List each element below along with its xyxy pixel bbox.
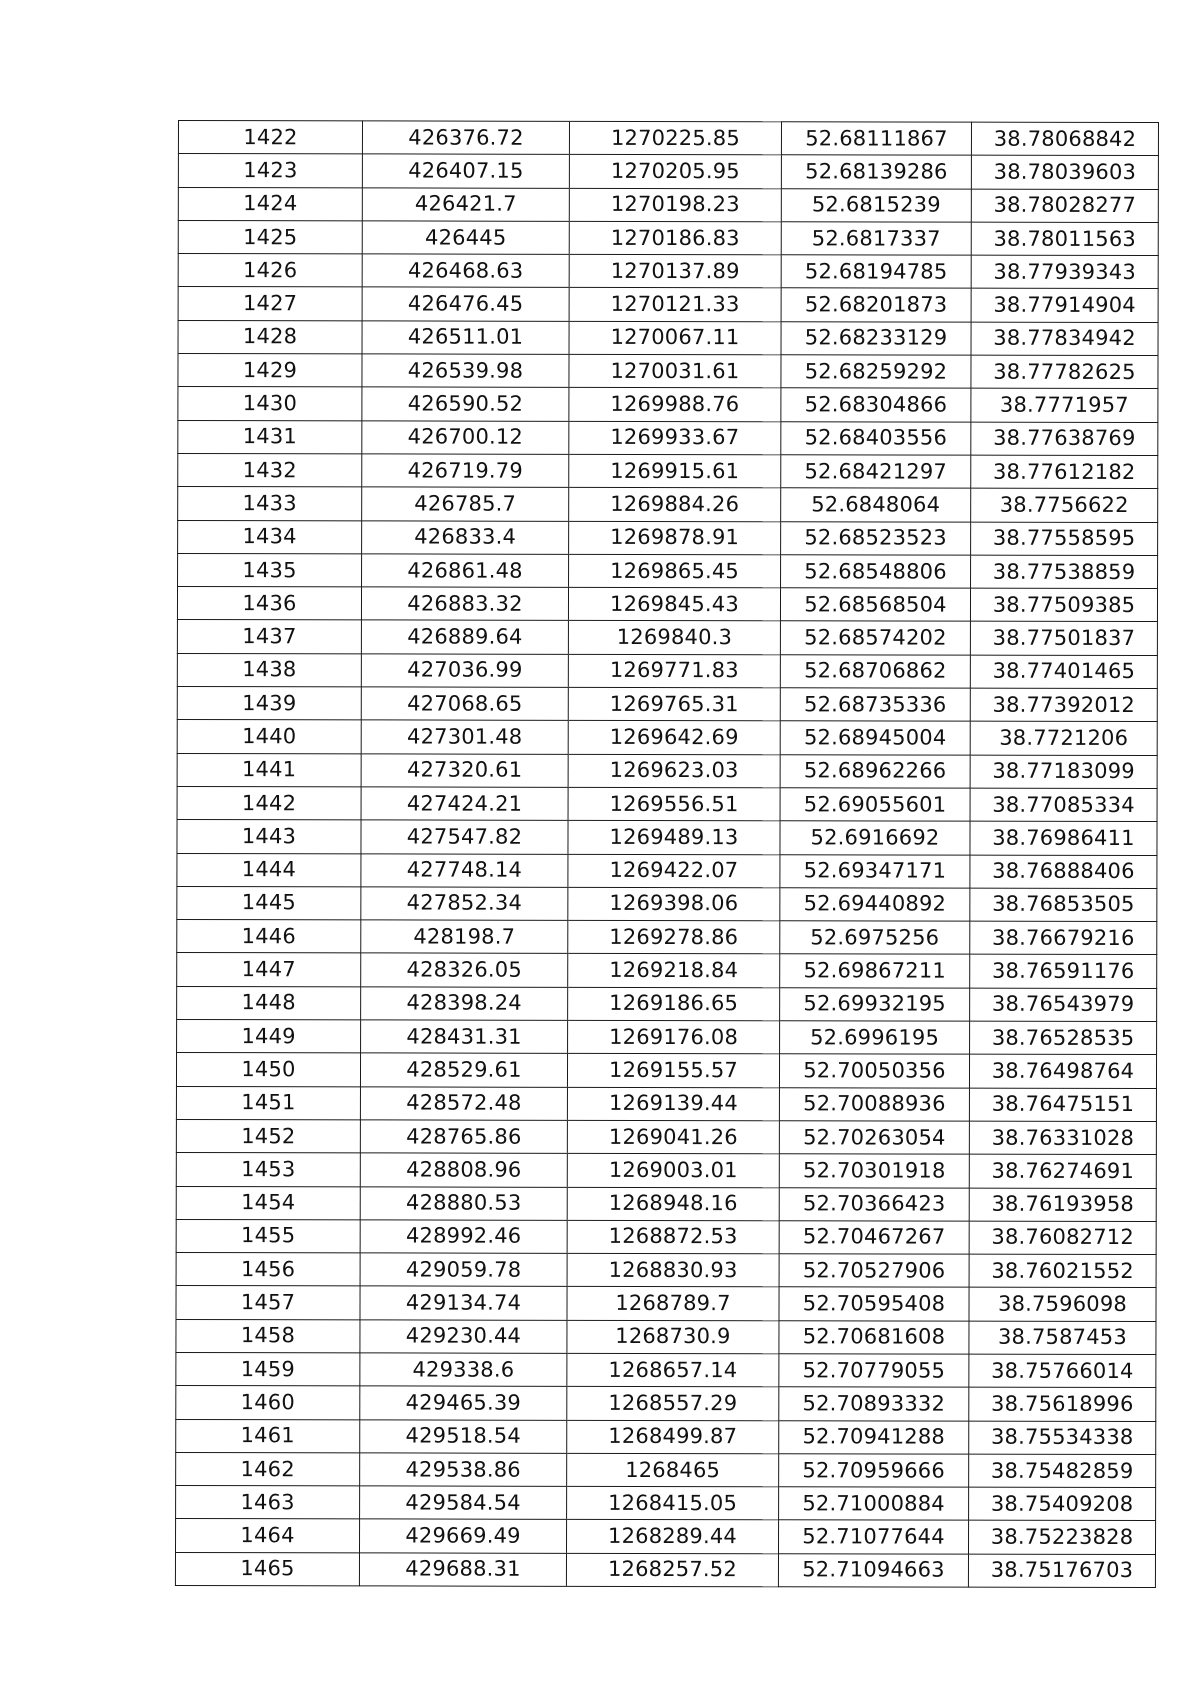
y-coordinate-cell: 1270205.95 [569,155,781,189]
y-coordinate-cell: 1269884.26 [569,488,781,522]
y-coordinate-cell: 1269186.65 [568,987,780,1021]
point-number-cell: 1450 [176,1053,360,1087]
table-row [177,753,1157,788]
longitude-cell: 38.76475151 [969,1088,1156,1122]
y-coordinate-cell: 1269556.51 [568,787,780,821]
longitude-cell: 38.75534338 [969,1421,1156,1455]
x-coordinate-cell: 426445 [362,221,569,255]
longitude-cell: 38.76193958 [969,1188,1156,1222]
point-number-cell: 1447 [177,953,361,987]
point-number-cell: 1427 [178,287,362,321]
latitude-cell: 52.68233129 [781,322,971,356]
x-coordinate-cell: 428765.86 [360,1120,567,1154]
x-coordinate-cell: 426785.7 [362,487,569,521]
longitude-cell: 38.77914904 [971,289,1158,323]
latitude-cell: 52.6848064 [781,488,971,522]
y-coordinate-cell: 1268415.05 [567,1486,779,1520]
table-row [176,1519,1156,1554]
point-number-cell: 1435 [178,553,362,587]
longitude-cell: 38.7721206 [970,722,1157,756]
table-row [178,187,1158,222]
x-coordinate-cell: 428529.61 [360,1053,567,1087]
point-number-cell: 1434 [178,520,362,554]
latitude-cell: 52.70088936 [779,1087,969,1121]
point-number-cell: 1449 [177,1020,361,1054]
latitude-cell: 52.68706862 [780,655,970,689]
latitude-cell: 52.68259292 [781,355,971,389]
y-coordinate-cell: 1269623.03 [568,754,780,788]
x-coordinate-cell: 429688.31 [359,1553,566,1587]
latitude-cell: 52.70595408 [779,1287,969,1321]
point-number-cell: 1445 [177,886,361,920]
y-coordinate-cell: 1268730.9 [567,1320,779,1354]
table-row [178,354,1158,389]
y-coordinate-cell: 1269155.57 [567,1054,779,1088]
x-coordinate-cell: 428992.46 [360,1220,567,1254]
y-coordinate-cell: 1269278.86 [568,920,780,954]
latitude-cell: 52.68139286 [781,155,971,189]
point-number-cell: 1459 [176,1352,360,1386]
latitude-cell: 52.70366423 [779,1187,969,1221]
y-coordinate-cell: 1270186.83 [569,221,781,255]
y-coordinate-cell: 1268465 [567,1453,779,1487]
latitude-cell: 52.6815239 [781,188,971,222]
table-row [178,254,1158,289]
latitude-cell: 52.69440892 [780,888,970,922]
latitude-cell: 52.68568504 [780,588,970,622]
longitude-cell: 38.77782625 [971,355,1158,389]
table-row [177,853,1157,888]
x-coordinate-cell: 427748.14 [361,853,568,887]
table-row [175,1552,1155,1587]
table-row [178,520,1158,555]
point-number-cell: 1457 [176,1286,360,1320]
y-coordinate-cell: 1269845.43 [568,587,780,621]
latitude-cell: 52.6916692 [780,821,970,855]
point-number-cell: 1432 [178,453,362,487]
point-number-cell: 1438 [177,653,361,687]
longitude-cell: 38.76888406 [970,855,1157,889]
latitude-cell: 52.70263054 [779,1121,969,1155]
y-coordinate-cell: 1269771.83 [568,654,780,688]
y-coordinate-cell: 1269003.01 [567,1154,779,1188]
x-coordinate-cell: 426407.15 [362,154,569,188]
point-number-cell: 1442 [177,786,361,820]
x-coordinate-cell: 428431.31 [361,1020,568,1054]
point-number-cell: 1452 [176,1119,360,1153]
latitude-cell: 52.69867211 [780,954,970,988]
y-coordinate-cell: 1269489.13 [568,821,780,855]
coordinates-table-body [175,121,1158,1588]
x-coordinate-cell: 426539.98 [362,354,569,388]
latitude-cell: 52.68194785 [781,255,971,289]
table-row [176,1386,1156,1421]
x-coordinate-cell: 426719.79 [362,454,569,488]
point-number-cell: 1462 [176,1452,360,1486]
point-number-cell: 1433 [178,487,362,521]
point-number-cell: 1454 [176,1186,360,1220]
longitude-cell: 38.78068842 [971,122,1158,156]
longitude-cell: 38.75176703 [968,1554,1155,1588]
y-coordinate-cell: 1268657.14 [567,1353,779,1387]
table-row [176,1219,1156,1254]
x-coordinate-cell: 429584.54 [360,1486,567,1520]
longitude-cell: 38.76986411 [970,821,1157,855]
table-row [177,920,1157,955]
latitude-cell: 52.70527906 [779,1254,969,1288]
table-row [177,820,1157,855]
longitude-cell: 38.75766014 [969,1354,1156,1388]
x-coordinate-cell: 428572.48 [360,1086,567,1120]
latitude-cell: 52.68403556 [781,421,971,455]
longitude-cell: 38.7596098 [969,1288,1156,1322]
x-coordinate-cell: 427320.61 [361,754,568,788]
point-number-cell: 1423 [178,154,362,188]
x-coordinate-cell: 428398.24 [361,987,568,1021]
table-row [177,720,1157,755]
latitude-cell: 52.69347171 [780,854,970,888]
table-row [176,1419,1156,1454]
point-number-cell: 1425 [178,220,362,254]
table-row [176,1486,1156,1521]
y-coordinate-cell: 1270031.61 [569,354,781,388]
x-coordinate-cell: 426861.48 [362,554,569,588]
table-row [177,786,1157,821]
table-row [178,320,1158,355]
longitude-cell: 38.75618996 [969,1387,1156,1421]
point-number-cell: 1431 [178,420,362,454]
longitude-cell: 38.78028277 [971,189,1158,223]
x-coordinate-cell: 426511.01 [362,321,569,355]
point-number-cell: 1428 [178,320,362,354]
latitude-cell: 52.68962266 [780,754,970,788]
x-coordinate-cell: 429465.39 [360,1386,567,1420]
x-coordinate-cell: 428808.96 [360,1153,567,1187]
table-row [176,1319,1156,1354]
y-coordinate-cell: 1268257.52 [566,1553,778,1587]
longitude-cell: 38.75223828 [968,1521,1155,1555]
y-coordinate-cell: 1269878.91 [569,521,781,555]
table-row [178,453,1158,488]
latitude-cell: 52.6817337 [781,222,971,256]
latitude-cell: 52.70779055 [779,1354,969,1388]
latitude-cell: 52.70959666 [779,1454,969,1488]
y-coordinate-cell: 1268830.93 [567,1253,779,1287]
y-coordinate-cell: 1269642.69 [568,721,780,755]
table-row [176,1053,1156,1088]
latitude-cell: 52.70467267 [779,1221,969,1255]
point-number-cell: 1446 [177,920,361,954]
x-coordinate-cell: 428326.05 [361,953,568,987]
table-row [178,154,1158,189]
y-coordinate-cell: 1270121.33 [569,288,781,322]
latitude-cell: 52.68111867 [781,122,971,156]
table-row [177,953,1157,988]
table-row [177,886,1157,921]
longitude-cell: 38.77638769 [971,422,1158,456]
table-row [177,653,1157,688]
table-row [177,687,1157,722]
latitude-cell: 52.71077644 [778,1520,968,1554]
latitude-cell: 52.70050356 [779,1054,969,1088]
point-number-cell: 1430 [178,387,362,421]
point-number-cell: 1455 [176,1219,360,1253]
y-coordinate-cell: 1269176.08 [568,1020,780,1054]
longitude-cell: 38.75409208 [969,1487,1156,1521]
x-coordinate-cell: 427301.48 [361,720,568,754]
point-number-cell: 1460 [176,1386,360,1420]
point-number-cell: 1464 [176,1519,360,1553]
latitude-cell: 52.68201873 [781,288,971,322]
longitude-cell: 38.76543979 [970,988,1157,1022]
x-coordinate-cell: 429538.86 [360,1453,567,1487]
x-coordinate-cell: 429059.78 [360,1253,567,1287]
point-number-cell: 1437 [177,620,361,654]
point-number-cell: 1461 [176,1419,360,1453]
latitude-cell: 52.71094663 [778,1554,968,1588]
longitude-cell: 38.77183099 [970,755,1157,789]
longitude-cell: 38.77085334 [970,788,1157,822]
latitude-cell: 52.70941288 [779,1420,969,1454]
table-row [178,387,1158,422]
latitude-cell: 52.68945004 [780,721,970,755]
point-number-cell: 1456 [176,1253,360,1287]
x-coordinate-cell: 427547.82 [361,820,568,854]
longitude-cell: 38.78011563 [971,222,1158,256]
point-number-cell: 1426 [178,254,362,288]
point-number-cell: 1465 [175,1552,359,1586]
x-coordinate-cell: 426700.12 [362,421,569,455]
longitude-cell: 38.7771957 [971,389,1158,423]
point-number-cell: 1424 [178,187,362,221]
point-number-cell: 1458 [176,1319,360,1353]
table-row [178,220,1158,255]
point-number-cell: 1453 [176,1153,360,1187]
longitude-cell: 38.77538859 [971,555,1158,589]
point-number-cell: 1441 [177,753,361,787]
y-coordinate-cell: 1269139.44 [567,1087,779,1121]
point-number-cell: 1439 [177,687,361,721]
latitude-cell: 52.68421297 [781,455,971,489]
latitude-cell: 52.70681608 [779,1320,969,1354]
longitude-cell: 38.77834942 [971,322,1158,356]
y-coordinate-cell: 1269422.07 [568,854,780,888]
table-row [178,487,1158,522]
latitude-cell: 52.69055601 [780,788,970,822]
y-coordinate-cell: 1269915.61 [569,454,781,488]
longitude-cell: 38.77401465 [970,655,1157,689]
longitude-cell: 38.76274691 [969,1154,1156,1188]
table-row [176,1086,1156,1121]
table-row [176,1253,1156,1288]
x-coordinate-cell: 426889.64 [361,620,568,654]
table-row [178,553,1158,588]
table-row [176,1286,1156,1321]
table-row [176,1153,1156,1188]
x-coordinate-cell: 426476.45 [362,287,569,321]
x-coordinate-cell: 429518.54 [360,1419,567,1453]
point-number-cell: 1436 [177,587,361,621]
latitude-cell: 52.68735336 [780,688,970,722]
latitude-cell: 52.71000884 [779,1487,969,1521]
longitude-cell: 38.77501837 [970,622,1157,656]
x-coordinate-cell: 426883.32 [361,587,568,621]
latitude-cell: 52.6996195 [780,1021,970,1055]
point-number-cell: 1443 [177,820,361,854]
x-coordinate-cell: 426468.63 [362,254,569,288]
longitude-cell: 38.76021552 [969,1254,1156,1288]
table-row [178,121,1158,156]
table-row [176,1452,1156,1487]
latitude-cell: 52.6975256 [780,921,970,955]
x-coordinate-cell: 427424.21 [361,787,568,821]
point-number-cell: 1463 [176,1486,360,1520]
longitude-cell: 38.77509385 [970,588,1157,622]
x-coordinate-cell: 428880.53 [360,1186,567,1220]
latitude-cell: 52.69932195 [780,987,970,1021]
longitude-cell: 38.76528535 [970,1021,1157,1055]
y-coordinate-cell: 1269041.26 [567,1120,779,1154]
coordinates-table [175,120,1159,1588]
y-coordinate-cell: 1268557.29 [567,1387,779,1421]
point-number-cell: 1448 [177,986,361,1020]
table-row [176,1352,1156,1387]
x-coordinate-cell: 426590.52 [362,387,569,421]
x-coordinate-cell: 428198.7 [361,920,568,954]
longitude-cell: 38.76498764 [969,1054,1156,1088]
point-number-cell: 1451 [176,1086,360,1120]
x-coordinate-cell: 427068.65 [361,687,568,721]
longitude-cell: 38.7587453 [969,1321,1156,1355]
longitude-cell: 38.76331028 [969,1121,1156,1155]
longitude-cell: 38.76853505 [970,888,1157,922]
latitude-cell: 52.68304866 [781,388,971,422]
longitude-cell: 38.76679216 [970,921,1157,955]
longitude-cell: 38.76591176 [970,955,1157,989]
x-coordinate-cell: 426421.7 [362,187,569,221]
longitude-cell: 38.76082712 [969,1221,1156,1255]
longitude-cell: 38.78039603 [971,155,1158,189]
x-coordinate-cell: 429338.6 [360,1353,567,1387]
point-number-cell: 1422 [178,121,362,155]
table-row [177,1020,1157,1055]
table-row [178,420,1158,455]
table-row [177,986,1157,1021]
y-coordinate-cell: 1269218.84 [568,954,780,988]
latitude-cell: 52.68548806 [781,555,971,589]
longitude-cell: 38.75482859 [969,1454,1156,1488]
y-coordinate-cell: 1269840.3 [568,621,780,655]
y-coordinate-cell: 1269398.06 [568,887,780,921]
x-coordinate-cell: 426376.72 [362,121,569,155]
table-row [176,1186,1156,1221]
y-coordinate-cell: 1268872.53 [567,1220,779,1254]
y-coordinate-cell: 1268499.87 [567,1420,779,1454]
longitude-cell: 38.77612182 [971,455,1158,489]
point-number-cell: 1429 [178,354,362,388]
y-coordinate-cell: 1270225.85 [569,121,781,155]
table-row [178,287,1158,322]
table-row [177,587,1157,622]
latitude-cell: 52.70301918 [779,1154,969,1188]
latitude-cell: 52.70893332 [779,1387,969,1421]
point-number-cell: 1444 [177,853,361,887]
table-row [177,620,1157,655]
x-coordinate-cell: 427852.34 [361,887,568,921]
y-coordinate-cell: 1269988.76 [569,388,781,422]
y-coordinate-cell: 1269933.67 [569,421,781,455]
y-coordinate-cell: 1268289.44 [566,1520,778,1554]
x-coordinate-cell: 429669.49 [359,1519,566,1553]
y-coordinate-cell: 1270067.11 [569,321,781,355]
point-number-cell: 1440 [177,720,361,754]
y-coordinate-cell: 1268789.7 [567,1287,779,1321]
table-row [176,1119,1156,1154]
longitude-cell: 38.77558595 [971,522,1158,556]
longitude-cell: 38.7756622 [971,488,1158,522]
x-coordinate-cell: 429230.44 [360,1320,567,1354]
y-coordinate-cell: 1269765.31 [568,687,780,721]
latitude-cell: 52.68574202 [780,621,970,655]
y-coordinate-cell: 1269865.45 [569,554,781,588]
x-coordinate-cell: 426833.4 [362,520,569,554]
longitude-cell: 38.77392012 [970,688,1157,722]
longitude-cell: 38.77939343 [971,255,1158,289]
y-coordinate-cell: 1270198.23 [569,188,781,222]
y-coordinate-cell: 1268948.16 [567,1187,779,1221]
y-coordinate-cell: 1270137.89 [569,255,781,289]
latitude-cell: 52.68523523 [781,521,971,555]
x-coordinate-cell: 427036.99 [361,654,568,688]
x-coordinate-cell: 429134.74 [360,1286,567,1320]
